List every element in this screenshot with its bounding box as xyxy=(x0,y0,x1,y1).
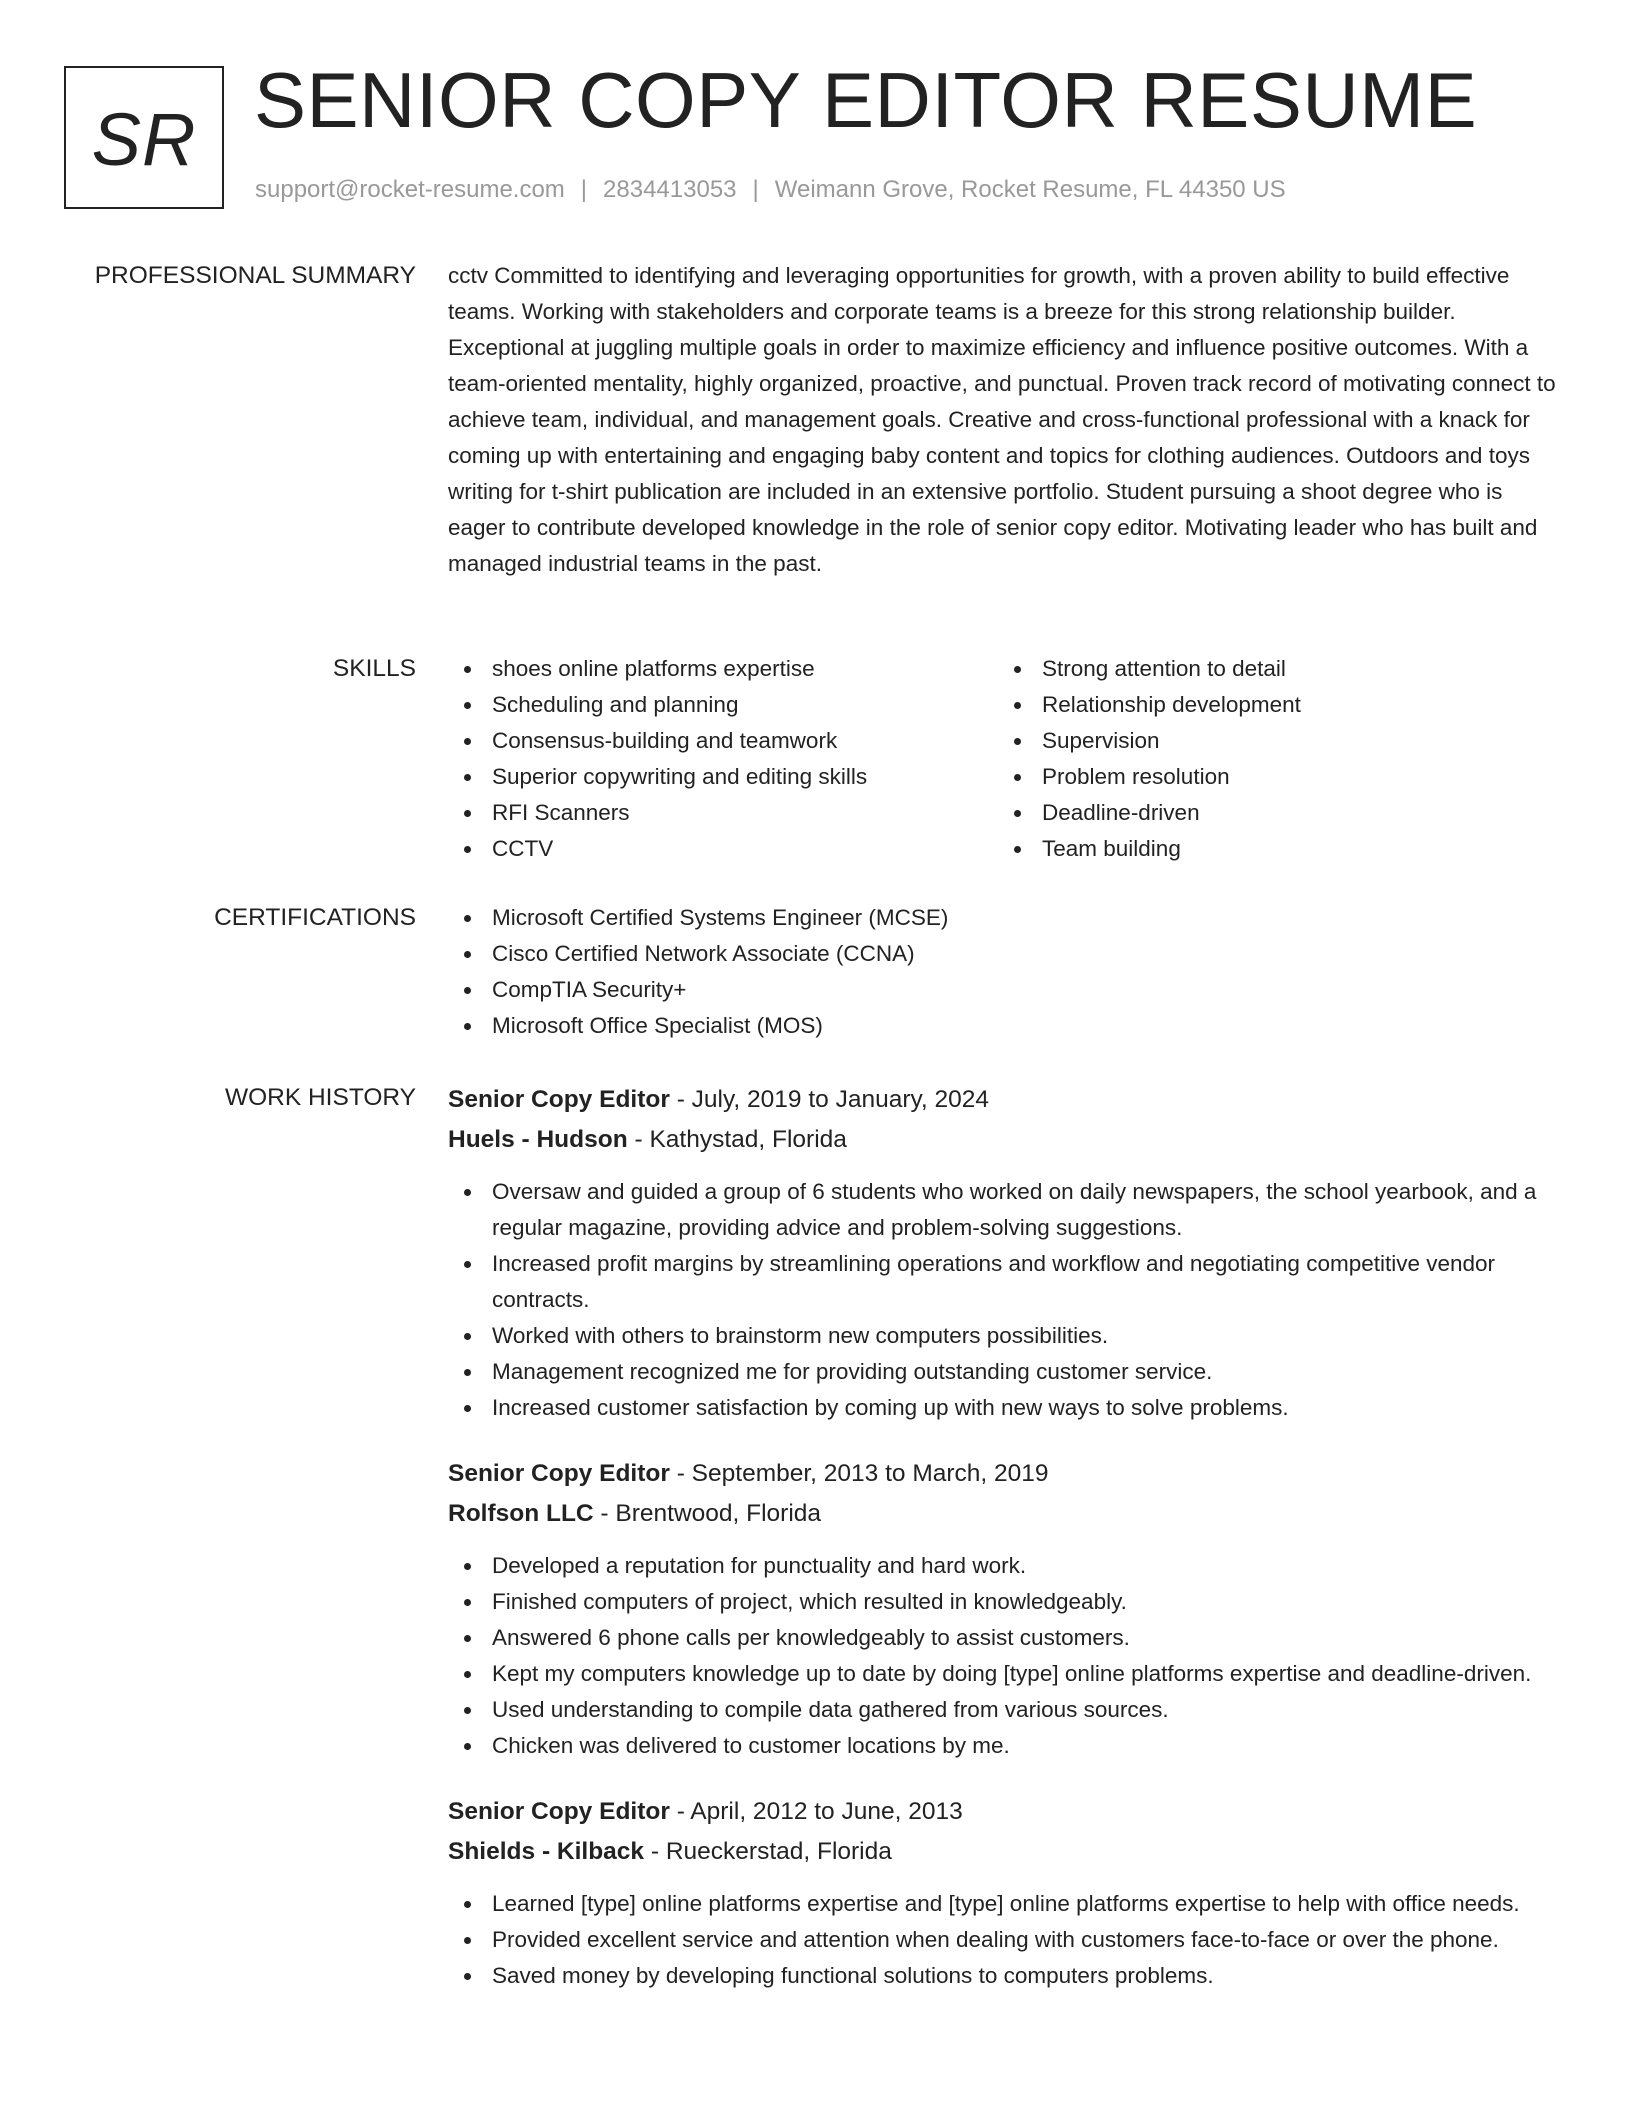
job-company-line xyxy=(448,1120,1566,1160)
contact-phone[interactable]: 2834413053 xyxy=(603,176,737,203)
job-bullet: Increased customer satisfaction by coming up with new ways to solve problems. xyxy=(448,1390,1566,1426)
job-title-line xyxy=(448,1792,1566,1832)
certification-item: Cisco Certified Network Associate (CCNA) xyxy=(448,936,1566,972)
work-history-body xyxy=(448,1080,1566,2022)
skill-item: Supervision xyxy=(998,723,1548,759)
job-bullet: Chicken was delivered to customer locations by me. xyxy=(448,1728,1566,1764)
job-entry xyxy=(448,1080,1566,1426)
job-bullet: Finished computers of project, which resulted in knowledgeably. xyxy=(448,1584,1566,1620)
skill-item: Strong attention to detail xyxy=(998,651,1548,687)
job-bullet: Answered 6 phone calls per knowledgeably to assist customers. xyxy=(448,1620,1566,1656)
job-bullet: Management recognized me for providing outstanding customer service. xyxy=(448,1354,1566,1390)
job-title: Senior Copy Editor xyxy=(448,1086,670,1113)
skill-item: shoes online platforms expertise xyxy=(448,651,998,687)
job-company-line xyxy=(448,1494,1566,1534)
contact-address: Weimann Grove, Rocket Resume, FL 44350 US xyxy=(774,176,1286,203)
job-dates: - April, 2012 to June, 2013 xyxy=(669,1798,963,1825)
job-location: - Kathystad, Florida xyxy=(627,1126,847,1153)
job-bullet: Oversaw and guided a group of 6 students who worked on daily newspapers, the school yearbook, and a regular magazine, providing advice and problem-solving suggestions. xyxy=(448,1174,1566,1246)
contact-separator: | xyxy=(580,176,588,203)
job-title-line xyxy=(448,1080,1566,1120)
job-bullet: Saved money by developing functional solutions to computers problems. xyxy=(448,1958,1566,1994)
job-dates: - September, 2013 to March, 2019 xyxy=(669,1460,1049,1487)
job-bullet: Developed a reputation for punctuality and hard work. xyxy=(448,1548,1566,1584)
section-label-work-history: WORK HISTORY xyxy=(224,1084,416,1111)
skills-list-right xyxy=(998,651,1548,867)
job-bullets xyxy=(448,1174,1566,1426)
job-bullets xyxy=(448,1548,1566,1764)
resume-title: SENIOR COPY EDITOR RESUME xyxy=(254,56,1478,144)
skills-list-left xyxy=(448,651,998,867)
job-company: Rolfson LLC xyxy=(448,1500,594,1527)
job-bullet: Used understanding to compile data gathered from various sources. xyxy=(448,1692,1566,1728)
certifications-list xyxy=(448,900,1566,1044)
contact-separator: | xyxy=(752,176,759,203)
job-title: Senior Copy Editor xyxy=(448,1798,670,1825)
job-bullet: Increased profit margins by streamlining operations and workflow and negotiating competitive vendor contracts. xyxy=(448,1246,1566,1318)
job-location: - Rueckerstad, Florida xyxy=(644,1838,892,1865)
job-company-line xyxy=(448,1832,1566,1872)
summary-body xyxy=(448,258,1566,582)
job-entry xyxy=(448,1454,1566,1764)
skill-item: Relationship development xyxy=(998,687,1548,723)
skill-item: Team building xyxy=(998,831,1548,867)
skill-item: Scheduling and planning xyxy=(448,687,998,723)
contact-line xyxy=(255,176,1286,204)
skill-item: Deadline-driven xyxy=(998,795,1548,831)
job-entry xyxy=(448,1792,1566,1994)
section-label-summary: PROFESSIONAL SUMMARY xyxy=(94,262,416,289)
certification-item: CompTIA Security+ xyxy=(448,972,1566,1008)
certification-item: Microsoft Office Specialist (MOS) xyxy=(448,1008,1566,1044)
job-dates: - July, 2019 to January, 2024 xyxy=(669,1086,990,1113)
job-title: Senior Copy Editor xyxy=(448,1460,670,1487)
job-title-line xyxy=(448,1454,1566,1494)
job-bullets xyxy=(448,1886,1566,1994)
job-company: Shields - Kilback xyxy=(448,1838,645,1865)
skill-item: CCTV xyxy=(448,831,998,867)
section-label-certifications: CERTIFICATIONS xyxy=(214,904,416,931)
job-bullet: Provided excellent service and attention when dealing with customers face-to-face or over the phone. xyxy=(448,1922,1566,1958)
job-company: Huels - Hudson xyxy=(448,1126,628,1153)
section-label-skills: SKILLS xyxy=(332,655,416,682)
skill-item: Superior copywriting and editing skills xyxy=(448,759,998,795)
monogram-initials: SR xyxy=(91,97,197,181)
skills-body xyxy=(448,651,1566,867)
monogram-box xyxy=(64,66,224,209)
certification-item: Microsoft Certified Systems Engineer (MCSE) xyxy=(448,900,1566,936)
skill-item: Problem resolution xyxy=(998,759,1548,795)
job-bullet: Kept my computers knowledge up to date by doing [type] online platforms expertise and deadline-driven. xyxy=(448,1656,1566,1692)
job-bullet: Learned [type] online platforms expertise and [type] online platforms expertise to help with office needs. xyxy=(448,1886,1566,1922)
skill-item: RFI Scanners xyxy=(448,795,998,831)
contact-email[interactable]: support@rocket-resume.com xyxy=(255,176,565,203)
job-location: - Brentwood, Florida xyxy=(593,1500,822,1527)
summary-text: cctv Committed to identifying and leveraging opportunities for growth, with a proven ability to build effective teams. Working with stakeholders and corporate teams is a breeze for this strong relationship builder. Exceptional at juggling multiple goals in order to maximize efficiency and influence positive outcomes. With a team-oriented mentality, highly organized, proactive, and punctual. Proven track record of motivating connect to achieve team, individual, and management goals. Creative and cross-functional professional with a knack for coming up with entertaining and engaging baby content and topics for clothing audiences. Outdoors and toys writing for t-shirt publication are included in an extensive portfolio. Student pursuing a shoot degree who is eager to contribute developed knowledge in the role of senior copy editor. Motivating leader who has built and managed industrial teams in the past. xyxy=(448,263,1556,576)
job-bullet: Worked with others to brainstorm new computers possibilities. xyxy=(448,1318,1566,1354)
skill-item: Consensus-building and teamwork xyxy=(448,723,998,759)
certifications-body xyxy=(448,900,1566,1044)
